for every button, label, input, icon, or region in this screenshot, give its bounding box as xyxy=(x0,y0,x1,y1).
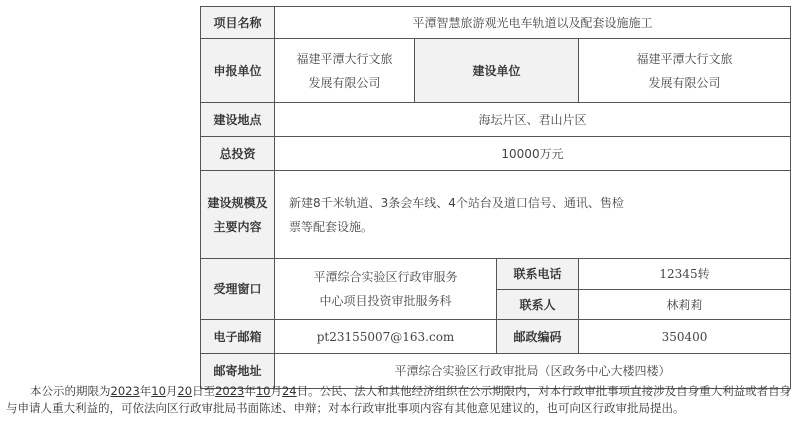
builder-label: 建设单位 xyxy=(415,39,579,103)
applicant-value: 福建平潭大行文旅 发展有限公司 xyxy=(275,39,415,103)
row-units xyxy=(201,39,791,103)
investment-label: 总投资 xyxy=(201,137,275,171)
phone-value: 12345转 xyxy=(579,259,791,290)
contact-label: 联系人 xyxy=(497,290,579,320)
applicant-label: 申报单位 xyxy=(201,39,275,103)
scale-label: 建设规模及 主要内容 xyxy=(201,171,275,259)
project-name-value: 平潭智慧旅游观光电车轨道以及配套设施施工 xyxy=(275,7,791,39)
row-window xyxy=(201,259,791,290)
notice-text: 本公示的期限为2023年10月20日至2023年10月24日。公民、法人和其他经济组织在公示期限内，对本行政审批事项直接涉及自身重大利益或者自身与申请人重大利益的，可依法向区行政审批局书面陈述、申辩；对本行政审批事项内容有其他意见建议的，也可向区行政审批局提出。 xyxy=(6,384,792,415)
row-project-name xyxy=(201,7,791,39)
project-name-label: 项目名称 xyxy=(201,7,275,39)
postcode-label: 邮政编码 xyxy=(497,320,579,354)
postcode-value: 350400 xyxy=(579,320,791,354)
row-investment xyxy=(201,137,791,171)
location-value: 海坛片区、君山片区 xyxy=(275,103,791,137)
address-value: 平潭综合实验区行政审批局（区政务中心大楼四楼） xyxy=(275,354,791,389)
project-info-table xyxy=(200,6,791,389)
contact-value: 林莉莉 xyxy=(579,290,791,320)
email-label: 电子邮箱 xyxy=(201,320,275,354)
row-email xyxy=(201,320,791,354)
scale-value: 新建8千米轨道、3条会车线、4个站台及道口信号、通讯、售检 票等配套设施。 xyxy=(275,171,791,259)
phone-label: 联系电话 xyxy=(497,259,579,290)
row-scale xyxy=(201,171,791,259)
row-location xyxy=(201,103,791,137)
location-label: 建设地点 xyxy=(201,103,275,137)
window-label: 受理窗口 xyxy=(201,259,275,320)
window-value: 平潭综合实验区行政审服务 中心项目投资审批服务科 xyxy=(275,259,497,320)
address-label: 邮寄地址 xyxy=(201,354,275,389)
email-value: pt23155007@163.com xyxy=(275,320,497,354)
builder-value: 福建平潭大行文旅 发展有限公司 xyxy=(579,39,791,103)
investment-value: 10000万元 xyxy=(275,137,791,171)
